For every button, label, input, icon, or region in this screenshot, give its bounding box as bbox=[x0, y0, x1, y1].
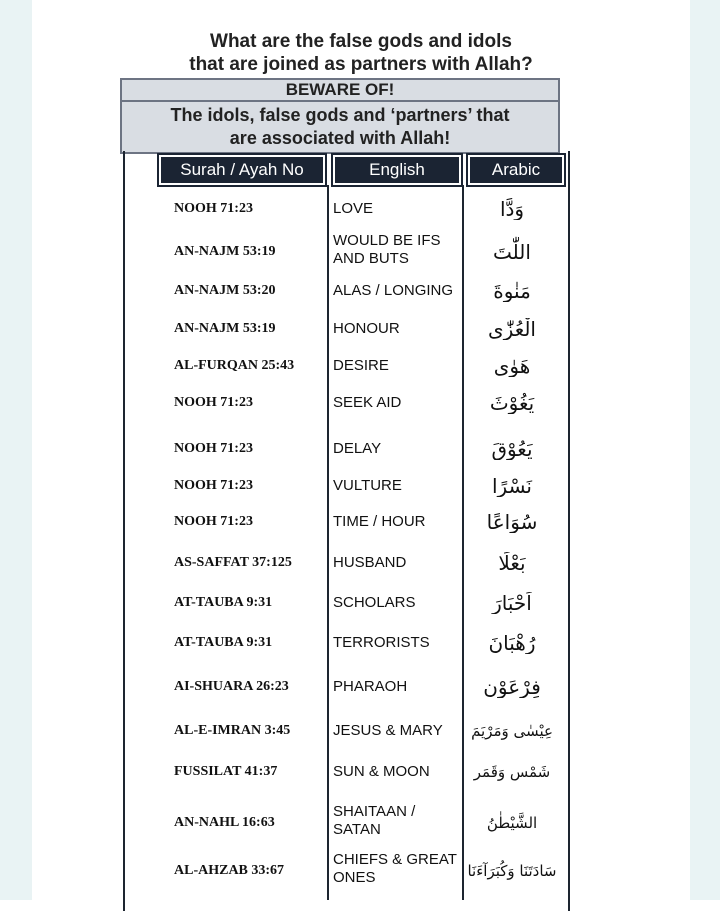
english-cell: CHIEFS & GREAT ONES bbox=[333, 851, 457, 886]
arabic-cell: الْعُزّٰى bbox=[488, 318, 536, 340]
table-row bbox=[0, 198, 720, 220]
surah-ayah-cell: AT-TAUBA 9:31 bbox=[174, 635, 273, 650]
english-cell: LOVE bbox=[333, 200, 374, 217]
arabic-cell: رُهْبَانَ bbox=[488, 632, 536, 654]
english-cell: HONOUR bbox=[333, 320, 400, 337]
beware-line-1: The idols, false gods and ‘partners’ that bbox=[170, 105, 510, 125]
english-cell: HUSBAND bbox=[333, 554, 407, 571]
english-cell: DELAY bbox=[333, 440, 382, 457]
table-row bbox=[0, 392, 720, 414]
surah-ayah-cell: NOOH 71:23 bbox=[174, 395, 253, 410]
table-row bbox=[0, 475, 720, 497]
beware-heading: BEWARE OF! bbox=[122, 80, 558, 102]
column-header-surah: Surah / Ayah No bbox=[157, 153, 327, 187]
table-row bbox=[0, 803, 720, 843]
table-row bbox=[0, 318, 720, 340]
arabic-cell: فِرْعَوْن bbox=[483, 676, 541, 698]
arabic-cell: عِيْسٰى وَمَرْيَمَ bbox=[471, 722, 553, 740]
arabic-cell: هَوٰى bbox=[493, 355, 531, 377]
surah-ayah-cell: AL-E-IMRAN 3:45 bbox=[174, 723, 291, 738]
english-cell: SEEK AID bbox=[333, 394, 402, 411]
table-row bbox=[0, 592, 720, 614]
surah-ayah-cell: AT-TAUBA 9:31 bbox=[174, 595, 273, 610]
column-header-english: English bbox=[331, 153, 463, 187]
table-row bbox=[0, 676, 720, 698]
page-title bbox=[32, 30, 690, 76]
surah-ayah-cell: AI-SHUARA 26:23 bbox=[174, 679, 289, 694]
arabic-cell: بَعْلًا bbox=[498, 552, 526, 574]
english-cell: PHARAOH bbox=[333, 678, 408, 695]
english-cell: SCHOLARS bbox=[333, 594, 416, 611]
surah-ayah-cell: AL-FURQAN 25:43 bbox=[174, 358, 295, 373]
english-cell: ALAS / LONGING bbox=[333, 282, 454, 299]
beware-line-2: are associated with Allah! bbox=[229, 128, 451, 148]
arabic-cell: شَمْس وَقَمَر bbox=[473, 763, 551, 781]
arabic-cell: يَغُوْثَ bbox=[489, 392, 535, 414]
arabic-cell: مَنٰوةَ bbox=[493, 280, 531, 302]
english-cell: VULTURE bbox=[333, 477, 402, 494]
arabic-cell: اَحْبَارَ bbox=[492, 592, 532, 614]
english-cell: JESUS & MARY bbox=[333, 722, 443, 739]
surah-ayah-cell: NOOH 71:23 bbox=[174, 441, 253, 456]
surah-ayah-cell: AN-NAJM 53:19 bbox=[174, 321, 276, 336]
arabic-cell: اللّٰتَ bbox=[493, 240, 531, 264]
surah-ayah-cell: FUSSILAT 41:37 bbox=[174, 764, 278, 779]
surah-ayah-cell: AN-NAHL 16:63 bbox=[174, 815, 275, 830]
table-row bbox=[0, 552, 720, 574]
surah-ayah-cell: NOOH 71:23 bbox=[174, 201, 253, 216]
table-row bbox=[0, 511, 720, 533]
table-row bbox=[0, 761, 720, 783]
arabic-cell: يَعُوْقَ bbox=[491, 438, 533, 460]
surah-ayah-cell: AS-SAFFAT 37:125 bbox=[174, 555, 292, 570]
title-line-2: that are joined as partners with Allah? bbox=[189, 54, 533, 75]
table-row bbox=[0, 720, 720, 742]
arabic-cell: نَسْرًا bbox=[492, 475, 532, 497]
column-header-arabic: Arabic bbox=[466, 153, 566, 187]
surah-ayah-cell: NOOH 71:23 bbox=[174, 478, 253, 493]
english-cell: SHAITAAN / SATAN bbox=[333, 803, 416, 838]
surah-ayah-cell: AN-NAJM 53:19 bbox=[174, 244, 276, 259]
table-row bbox=[0, 232, 720, 272]
surah-ayah-cell: AL-AHZAB 33:67 bbox=[174, 863, 285, 878]
surah-ayah-cell: NOOH 71:23 bbox=[174, 514, 253, 529]
table-row bbox=[0, 438, 720, 460]
table-row bbox=[0, 632, 720, 654]
english-cell: DESIRE bbox=[333, 357, 389, 374]
surah-ayah-cell: AN-NAJM 53:20 bbox=[174, 283, 276, 298]
arabic-cell: وَدًّا bbox=[499, 198, 525, 220]
beware-box bbox=[120, 78, 560, 154]
english-cell: TERRORISTS bbox=[333, 634, 430, 651]
english-cell: TIME / HOUR bbox=[333, 513, 426, 530]
table-row bbox=[0, 851, 720, 891]
beware-subtitle bbox=[122, 102, 558, 150]
arabic-cell: سُوَاعًا bbox=[486, 511, 538, 533]
arabic-cell: سَادَتَنَا وَكُبَرَآءَنَا bbox=[467, 862, 557, 880]
arabic-cell: الشَّيْطٰنُ bbox=[486, 814, 538, 832]
table-row bbox=[0, 355, 720, 377]
table-row bbox=[0, 280, 720, 302]
title-line-1: What are the false gods and idols bbox=[210, 31, 512, 52]
english-cell: WOULD BE IFS AND BUTS bbox=[333, 232, 441, 267]
english-cell: SUN & MOON bbox=[333, 763, 430, 780]
